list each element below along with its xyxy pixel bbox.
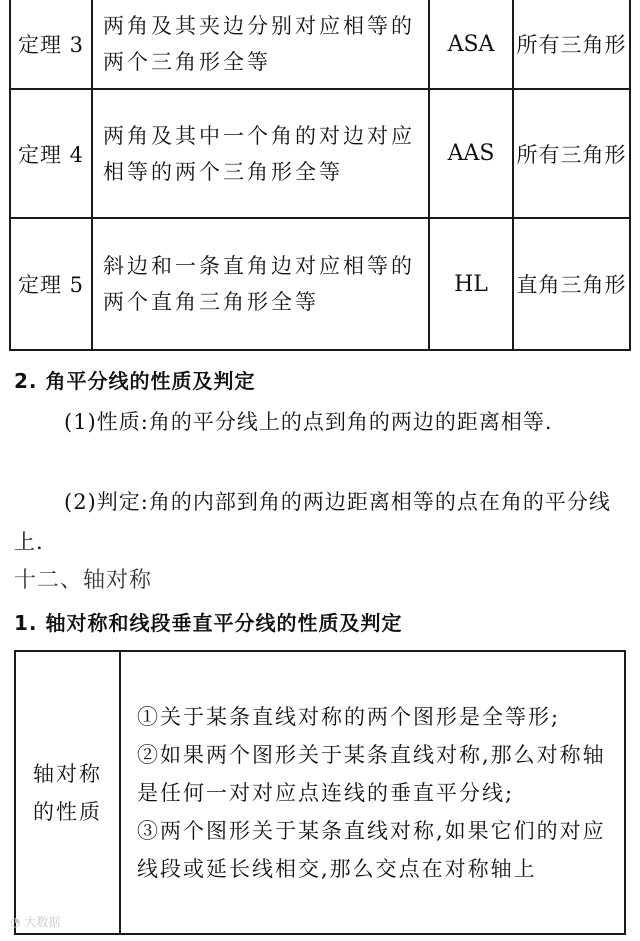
angle-bisector-property: (1)性质:角的平分线上的点到角的两边的距离相等. [64,410,553,434]
watermark [10,913,60,930]
theorem-scope: 所有三角形 [513,0,630,89]
axis-symmetry-table [14,650,626,935]
theorem-description: 两角及其夹边分别对应相等的两个三角形全等 [92,0,429,89]
watermark-text: 大数据 [24,915,61,929]
axis-symmetry-heading: 1. 轴对称和线段垂直平分线的性质及判定 [14,611,403,635]
symmetry-property-item: ①关于某条直线对称的两个图形是全等形; [137,704,561,729]
theorem-row [10,0,630,89]
theorem-row [10,89,630,218]
chapter-heading: 十二、轴对称 [14,568,153,593]
watermark-logo-icon: ◔ [10,915,21,929]
theorem-name: 定理 3 [10,0,92,89]
theorem-description: 两角及其中一个角的对边对应相等的两个三角形全等 [92,89,429,218]
symmetry-label-text: 轴对称的性质 [33,761,102,824]
symmetry-property-item: ②如果两个图形关于某条直线对称,那么对称轴是任何一对对应点连线的垂直平分线; [137,742,606,805]
theorem-abbreviation: HL [429,218,513,350]
theorem-abbreviation: ASA [429,0,513,89]
theorem-description: 斜边和一条直角边对应相等的两个直角三角形全等 [92,218,429,350]
symmetry-row [15,651,625,934]
theorem-name: 定理 5 [10,218,92,350]
theorem-abbreviation: AAS [429,89,513,218]
theorem-scope: 直角三角形 [513,218,630,350]
theorem-name: 定理 4 [10,89,92,218]
theorem-scope: 所有三角形 [513,89,630,218]
congruence-theorem-table [9,0,631,351]
symmetry-property-item: ③两个图形关于某条直线对称,如果它们的对应线段或延长线相交,那么交点在对称轴上 [137,818,606,881]
symmetry-property-list [120,651,625,934]
angle-bisector-heading: 2. 角平分线的性质及判定 [14,369,256,393]
symmetry-property-label [15,651,120,934]
angle-bisector-determination: (2)判定:角的内部到角的两边距离相等的点在角的平分线上. [14,490,611,554]
theorem-row [10,218,630,350]
